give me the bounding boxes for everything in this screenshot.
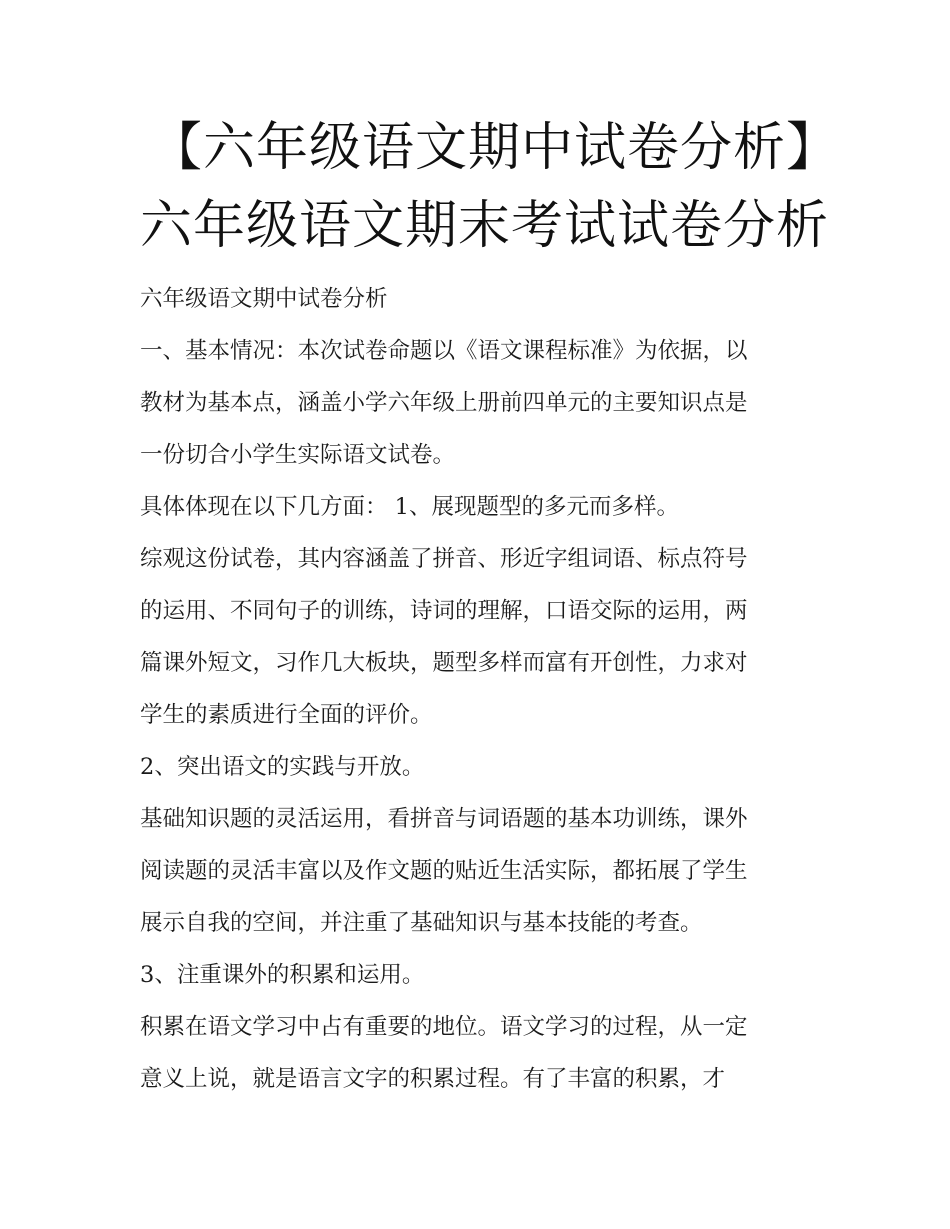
body-text-line: 学生的素质进行全面的评价。: [140, 702, 433, 728]
body-text-line: 一、基本情况：本次试卷命题以《语文课程标准》为依据，以: [140, 338, 748, 364]
body-text-line: 具体体现在以下几方面： 1、展现题型的多元而多样。: [140, 494, 679, 520]
body-text-line: 教材为基本点，涵盖小学六年级上册前四单元的主要知识点是: [140, 390, 748, 416]
body-text-line: 综观这份试卷，其内容涵盖了拼音、形近字组词语、标点符号: [140, 546, 748, 572]
body-text-line: 篇课外短文，习作几大板块，题型多样而富有开创性，力求对: [140, 650, 748, 676]
subtitle-line: 六年级语文期中试卷分析: [140, 286, 388, 312]
body-text-line: 意义上说，就是语言文字的积累过程。有了丰富的积累，才: [140, 1066, 726, 1092]
body-text-line: 积累在语文学习中占有重要的地位。语文学习的过程，从一定: [140, 1014, 748, 1040]
body-text-line: 的运用、不同句子的训练，诗词的理解，口语交际的运用，两: [140, 598, 748, 624]
body-text-line: 阅读题的灵活丰富以及作文题的贴近生活实际，都拓展了学生: [140, 858, 748, 884]
body-text-line: 3、注重课外的积累和运用。: [140, 962, 425, 988]
document-title-line-1: 【六年级语文期中试卷分析】: [150, 118, 840, 178]
document-title-line-2: 六年级语文期末考试试卷分析: [140, 196, 830, 256]
body-text-line: 2、突出语文的实践与开放。: [140, 754, 425, 780]
body-text-line: 一份切合小学生实际语文试卷。: [140, 442, 456, 468]
body-text-line: 基础知识题的灵活运用，看拼音与词语题的基本功训练，课外: [140, 806, 748, 832]
body-text-line: 展示自我的空间，并注重了基础知识与基本技能的考查。: [140, 910, 703, 936]
